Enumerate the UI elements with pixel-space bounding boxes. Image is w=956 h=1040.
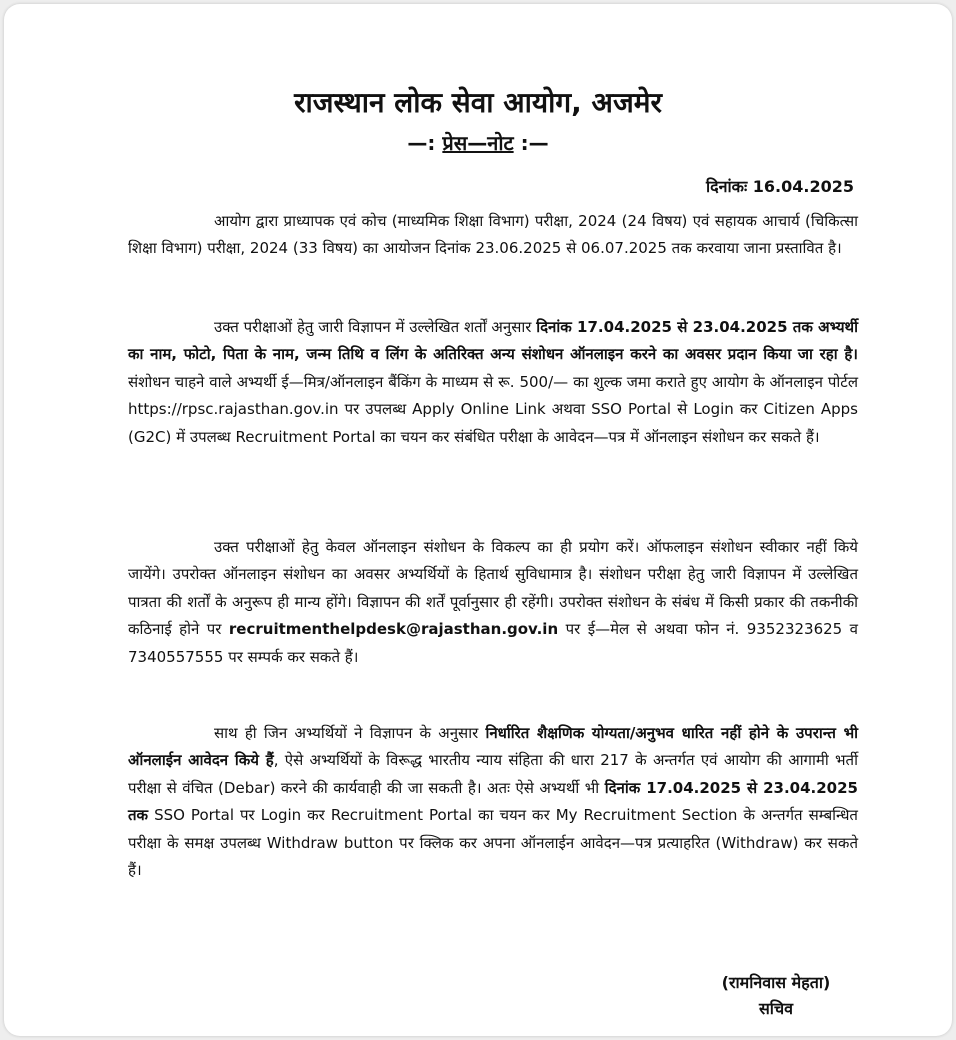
paragraph-withdraw (128, 720, 858, 884)
p4-text-e: SSO Portal पर Login कर Recruitment Portal का चयन कर My Recruitment Section के अन्तर्गत सम्बन्धित परीक्षा के समक्ष उपलब्ध Withdraw button पर क्लिक कर अपना ऑनलाईन आवेदन—पत्र प्रत्याहरित (Withdraw) कर सकते हैं। (128, 806, 858, 880)
heading-text: प्रेस—नोट (442, 131, 514, 155)
p4-text-c: , ऐसे अभ्यर्थियों के विरूद्ध भारतीय न्याय संहिता की धारा 217 के अन्तर्गत एवं आयोग की आगामी भर्ती परीक्षा से वंचित (Debar) करने की कार्यवाही की जा सकती है। अतः ऐसे अभ्यर्थी भी (128, 751, 858, 797)
page-title: राजस्थान लोक सेवा आयोग, अजमेर (294, 86, 662, 119)
signatory-designation: सचिव (758, 999, 794, 1018)
press-note-page (4, 4, 952, 1036)
p4-bold-ineligible: निर्धारित शैक्षणिक योग्यता/अनुभव धारित नहीं होने के उपरान्त भी ऑनलाईन आवेदन किये हैं (128, 724, 859, 770)
helpdesk-email: recruitmenthelpdesk@rajasthan.gov.in (228, 620, 559, 639)
p2-text-a: उक्त परीक्षाओं हेतु जारी विज्ञापन में उल्लेखित शर्तों अनुसार (214, 318, 537, 336)
signature-block (696, 970, 856, 1022)
p4-bold-dates: दिनांक 17.04.2025 से 23.04.2025 तक (128, 778, 858, 825)
press-note-heading (4, 130, 952, 156)
p3-text-c: पर ई—मेल से अथवा फोन नं. 9352323625 व 7340557555 पर सम्पर्क कर सकते हैं। (128, 620, 858, 666)
paragraph-online-only (128, 534, 858, 671)
paragraph-exam-schedule: आयोग द्वारा प्राध्यापक एवं कोच (माध्यमिक शिक्षा विभाग) परीक्षा, 2024 (24 विषय) एवं सहायक आचार्य (चिकित्सा शिक्षा विभाग) परीक्षा, 2024 (33 विषय) का आयोजन दिनांक 23.06.2025 से 06.07.2025 तक करवाया जाना प्रस्तावित है। (128, 212, 858, 258)
p2-bold-dates: दिनांक 17.04.2025 से 23.04.2025 तक अभ्यर्थी का नाम, फोटो, पिता के नाम, जन्म तिथि व लिंग के अतिरिक्त अन्य संशोधन ऑनलाइन करने का अवसर प्रदान किया जा रहा है। (128, 318, 858, 364)
paragraph-correction-window (128, 314, 858, 451)
heading-prefix: —: (407, 131, 443, 155)
p2-text-c: संशोधन चाहने वाले अभ्यर्थी ई—मित्र/ऑनलाइन बैंकिंग के माध्यम से रू. 500/— का शुल्क जमा कराते हुए आयोग के ऑनलाइन पोर्टल https://rpsc.rajasthan.gov.in पर उपलब्ध Apply Online Link अथवा SSO Portal से Login कर Citizen Apps (G2C) में उपलब्ध Recruitment Portal का चयन कर संबंधित परीक्षा के आवेदन—पत्र में ऑनलाइन संशोधन कर सकते हैं। (128, 372, 858, 446)
signatory-name: (रामनिवास मेहता) (721, 973, 831, 992)
heading-suffix: :— (513, 131, 549, 155)
p3-text-a: उक्त परीक्षाओं हेतु केवल ऑनलाइन संशोधन के विकल्प का ही प्रयोग करें। ऑफलाइन संशोधन स्वीकार नहीं किये जायेंगे। उपरोक्त ऑनलाइन संशोधन का अवसर अभ्यर्थियों के हितार्थ सुविधामात्र है। संशोधन परीक्षा हेतु जारी विज्ञापन में उल्लेखित पात्रता की शर्तों के अनुरूप ही मान्य होंगे। विज्ञापन की शर्तें पूर्वानुसार ही रहेंगी। उपरोक्त संशोधन के संबंध में किसी प्रकार की तकनीकी कठिनाई होने पर (128, 538, 858, 639)
issue-date: दिनांकः 16.04.2025 (706, 177, 854, 196)
p4-text-a: साथ ही जिन अभ्यर्थियों ने विज्ञापन के अनुसार (214, 724, 486, 742)
